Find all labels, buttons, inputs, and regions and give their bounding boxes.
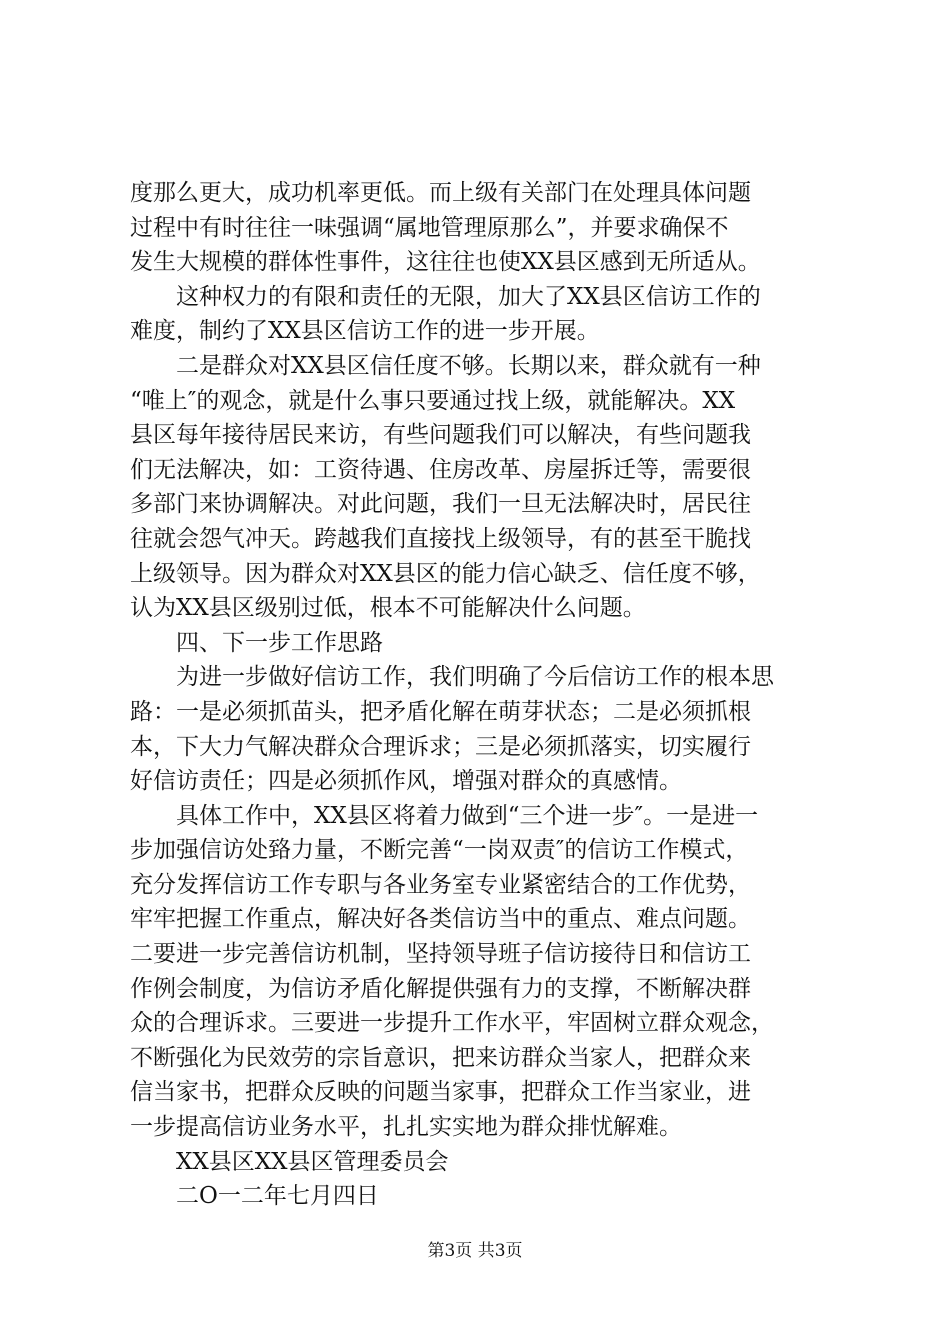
text-line: 作例会制度，为信访矛盾化解提供强有力的支撑，不断解决群	[130, 975, 751, 1002]
text-line: 认为XX县区级别过低，根本不可能解决什么问题。	[130, 595, 646, 622]
text-line: 信当家书，把群众反映的问题当家事，把群众工作当家业，进	[130, 1079, 751, 1106]
text-line: 多部门来协调解决。对此问题，我们一旦无法解决时，居民往	[130, 491, 751, 518]
text-line: 难度，制约了XX县区信访工作的进一步开展。	[130, 318, 600, 345]
text-line: 这种权力的有限和责任的无限，加大了XX县区信访工作的	[176, 283, 761, 310]
text-line: 具体工作中，XX县区将着力做到“三个进一步″。一是进一	[176, 802, 759, 829]
text-line: 二是群众对XX县区信任度不够。长期以来，群众就有一种	[176, 352, 761, 379]
text-line: 路：一是必须抓苗头，把矛盾化解在萌芽状态；二是必须抓根	[130, 698, 751, 725]
text-line: 一步提高信访业务水平，扎扎实实地为群众排忧解难。	[130, 1114, 682, 1141]
signature-date: 二O一二年七月四日	[176, 1183, 379, 1210]
text-line: 们无法解决，如：工资待遇、住房改革、房屋拆迁等，需要很	[130, 456, 751, 483]
text-line: 发生大规模的群体性事件，这往往也使XX县区感到无所适从。	[130, 249, 761, 276]
text-line: 度那么更大，成功机率更低。而上级有关部门在处理具体问题	[130, 180, 751, 206]
section-heading: 四、下一步工作思路	[176, 629, 383, 656]
text-line: 充分发挥信访工作专职与各业务室专业紧密结合的工作优势，	[130, 871, 751, 898]
text-line: 步加强信访处臵力量，不断完善“一岗双责″的信访工作模式，	[130, 837, 749, 864]
text-line: “唯上″的观念，就是什么事只要通过找上级，就能解决。XX	[130, 387, 736, 414]
text-line: 众的合理诉求。三要进一步提升工作水平，牢固树立群众观念，	[130, 1010, 774, 1037]
text-line: 过程中有时往往一味强调“属地管理原那么”，并要求确保不	[130, 214, 729, 241]
text-line: 县区每年接待居民来访，有些问题我们可以解决，有些问题我	[130, 422, 751, 449]
text-line: 二要进一步完善信访机制，坚持领导班子信访接待日和信访工	[130, 941, 751, 968]
text-line: 好信访责任；四是必须抓作风，增强对群众的真感情。	[130, 768, 682, 795]
text-line: 往就会怨气冲天。跨越我们直接找上级领导，有的甚至干脆找	[130, 525, 751, 552]
signature-organization: XX县区XX县区管理委员会	[176, 1148, 449, 1175]
text-line: 本，下大力气解决群众合理诉求；三是必须抓落实，切实履行	[130, 733, 751, 760]
text-line: 上级领导。因为群众对XX县区的能力信心缺乏、信任度不够，	[130, 560, 761, 587]
text-line: 为进一步做好信访工作，我们明确了今后信访工作的根本思	[176, 664, 774, 691]
text-line: 牢牢把握工作重点，解决好各类信访当中的重点、难点问题。	[130, 906, 751, 933]
page-number: 第3页 共3页	[427, 1241, 523, 1261]
text-line: 不断强化为民效劳的宗旨意识，把来访群众当家人，把群众来	[130, 1044, 751, 1071]
document-body	[130, 176, 830, 1214]
